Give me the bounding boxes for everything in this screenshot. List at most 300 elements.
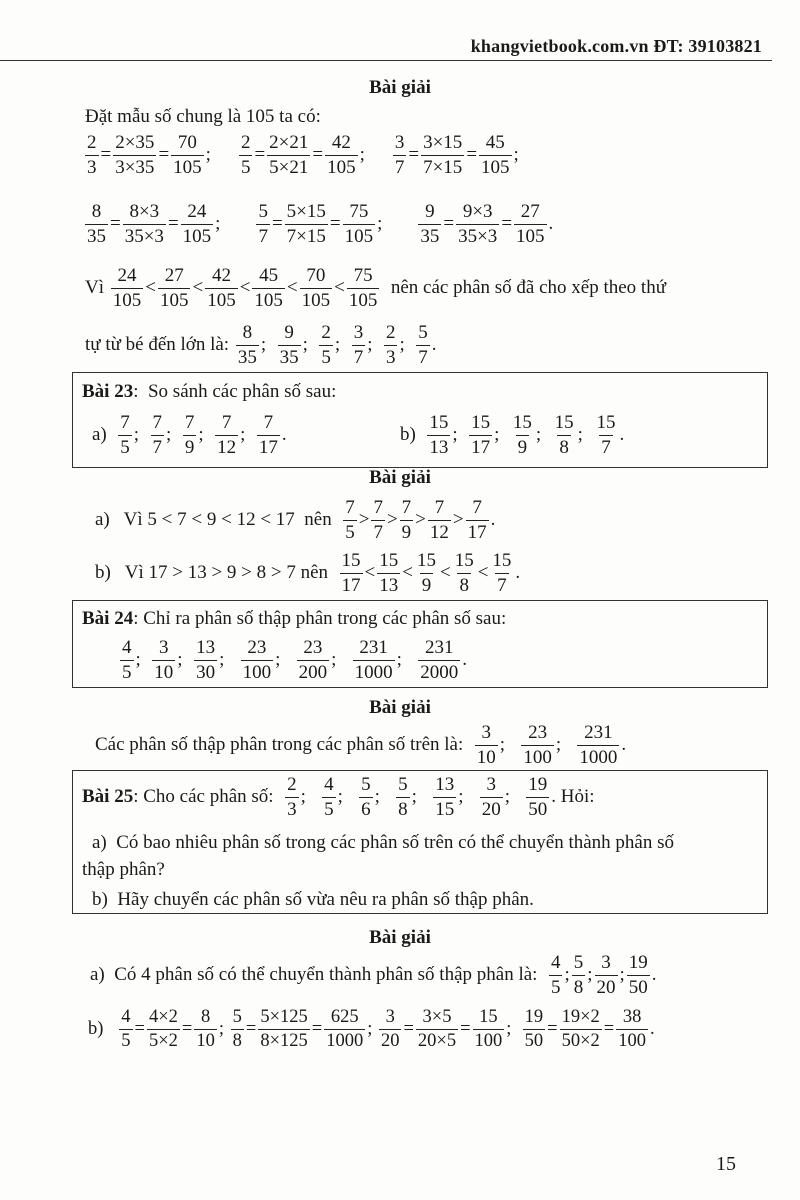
fraction-denominator: 1000 bbox=[326, 1031, 364, 1052]
fraction bbox=[324, 1007, 365, 1053]
fraction-denominator: 105 bbox=[254, 289, 283, 311]
expression-text: ; bbox=[177, 649, 193, 671]
fraction-denominator: 9 bbox=[184, 436, 195, 458]
expression-text: = bbox=[134, 1019, 145, 1040]
expression-text: ; bbox=[499, 734, 520, 756]
fraction-denominator: 50 bbox=[528, 798, 548, 820]
fraction-denominator: 50 bbox=[628, 976, 648, 998]
fraction-numerator: 23 bbox=[247, 637, 267, 658]
fraction-denominator: 105 bbox=[207, 289, 236, 311]
expression-text: ; bbox=[513, 144, 519, 166]
fraction-denominator: 17 bbox=[471, 436, 491, 458]
exercise-24-fractions bbox=[118, 637, 467, 684]
expression-text: > bbox=[386, 509, 398, 531]
fraction-numerator: 2×21 bbox=[269, 132, 309, 153]
expression-group bbox=[85, 265, 666, 312]
expression-group bbox=[400, 412, 624, 459]
fraction-numerator: 23 bbox=[303, 637, 323, 658]
fraction bbox=[171, 132, 204, 179]
fraction-denominator: 5×21 bbox=[269, 156, 309, 178]
expression-group bbox=[118, 637, 467, 684]
expression-text: a) Có 4 phân số có thể chuyển thành phân số thập phân là: bbox=[90, 964, 547, 986]
fraction-denominator: 3 bbox=[385, 346, 396, 368]
exercise-23-title bbox=[82, 381, 336, 403]
solution-23-b bbox=[95, 550, 520, 597]
fraction bbox=[285, 774, 299, 821]
solution-25-b bbox=[88, 1007, 655, 1053]
fraction-denominator: 20×5 bbox=[417, 1031, 457, 1052]
fraction bbox=[511, 412, 534, 459]
fraction-denominator: 5 bbox=[122, 661, 132, 683]
expression-text: . bbox=[462, 649, 467, 671]
fraction-numerator: 7 bbox=[184, 412, 195, 433]
fraction-denominator: 5×2 bbox=[148, 1031, 178, 1052]
fraction bbox=[152, 637, 175, 684]
fraction-numerator: 15 bbox=[512, 412, 532, 433]
fraction-denominator: 105 bbox=[348, 289, 378, 311]
expression-text: ; bbox=[359, 144, 365, 166]
fraction-numerator: 8 bbox=[91, 201, 102, 222]
fraction-numerator: 38 bbox=[622, 1007, 642, 1027]
exercise-25-title bbox=[82, 774, 595, 821]
expression-text: . bbox=[621, 734, 627, 756]
fraction-numerator: 2 bbox=[287, 774, 297, 795]
fraction-numerator: 9×3 bbox=[462, 201, 493, 222]
expression-text: = bbox=[329, 213, 341, 235]
expression-text: = bbox=[547, 1019, 558, 1040]
fraction-denominator: 7 bbox=[258, 225, 268, 247]
expression-text: : Cho các phân số: bbox=[133, 786, 284, 808]
exercise-24-title bbox=[82, 608, 506, 630]
fraction-denominator: 5 bbox=[240, 156, 251, 178]
fraction bbox=[252, 265, 285, 312]
fraction-denominator: 17 bbox=[467, 521, 487, 543]
expression-text: b) bbox=[400, 424, 426, 446]
fraction-numerator: 7 bbox=[152, 412, 163, 433]
fraction bbox=[256, 201, 270, 248]
fraction-numerator: 15 bbox=[492, 550, 512, 571]
fraction-numerator: 4 bbox=[324, 774, 334, 795]
header-site-phone: khangvietbook.com.vn ĐT: 39103821 bbox=[470, 36, 762, 56]
fraction-numerator: 4 bbox=[550, 952, 561, 973]
fraction bbox=[343, 201, 376, 248]
fraction-denominator: 35 bbox=[237, 346, 257, 368]
expression-text: = bbox=[443, 213, 455, 235]
exercise-23-b bbox=[400, 412, 624, 459]
expression-text: ; bbox=[377, 213, 383, 235]
fraction-denominator: 105 bbox=[327, 156, 356, 178]
fraction-numerator: 5×125 bbox=[260, 1007, 308, 1027]
fraction-denominator: 17 bbox=[341, 574, 361, 596]
fraction-numerator: 4×2 bbox=[148, 1007, 178, 1027]
expression-text: < bbox=[286, 277, 298, 299]
fraction-denominator: 5 bbox=[321, 346, 331, 368]
fraction-denominator: 105 bbox=[344, 225, 374, 247]
header-rule bbox=[0, 60, 772, 61]
fraction bbox=[428, 497, 451, 544]
fraction bbox=[416, 322, 430, 369]
expression-text: < bbox=[334, 277, 345, 299]
fraction-numerator: 3×5 bbox=[422, 1007, 452, 1027]
fraction bbox=[384, 322, 398, 369]
fraction bbox=[594, 412, 617, 459]
fraction-denominator: 7×15 bbox=[286, 225, 326, 247]
fraction bbox=[278, 322, 301, 369]
fraction-denominator: 100 bbox=[474, 1031, 503, 1052]
fraction-numerator: 42 bbox=[211, 265, 231, 286]
fraction-denominator: 8 bbox=[573, 976, 584, 998]
expression-text: = bbox=[158, 144, 170, 166]
expression-text: ; bbox=[587, 964, 593, 986]
expression-group bbox=[90, 952, 657, 999]
fraction bbox=[183, 412, 197, 459]
fraction-denominator: 5 bbox=[120, 436, 130, 458]
fraction bbox=[553, 412, 576, 459]
expression-text: = bbox=[460, 1019, 471, 1040]
fraction-numerator: 19 bbox=[628, 952, 648, 973]
fraction-denominator: 9 bbox=[401, 521, 412, 543]
solution-24-line bbox=[95, 722, 626, 769]
expression-text: ; bbox=[396, 649, 417, 671]
fraction bbox=[352, 322, 366, 369]
fraction-numerator: 2 bbox=[321, 322, 331, 343]
fraction bbox=[523, 1007, 546, 1053]
fraction-denominator: 105 bbox=[112, 289, 142, 311]
fraction-denominator: 5 bbox=[121, 1031, 131, 1052]
expression-group bbox=[85, 322, 437, 369]
fraction-denominator: 100 bbox=[618, 1031, 646, 1052]
fraction-numerator: 231 bbox=[359, 637, 388, 658]
expression-group bbox=[133, 774, 594, 821]
fraction bbox=[231, 1007, 244, 1053]
expression-text: ; bbox=[564, 964, 570, 986]
expression-text: . bbox=[515, 562, 521, 584]
fraction bbox=[236, 322, 259, 369]
fraction-numerator: 5 bbox=[232, 1007, 242, 1027]
expression-text: . bbox=[619, 424, 625, 446]
expression-text: = bbox=[110, 213, 121, 235]
exercise-25-a: a) Có bao nhiêu phân số trong các phân số trên có thể chuyển thành phân số bbox=[92, 832, 674, 853]
fraction-numerator: 4 bbox=[122, 637, 132, 658]
fraction-numerator: 2 bbox=[385, 322, 396, 343]
fraction-numerator: 15 bbox=[429, 412, 449, 433]
expression-group bbox=[391, 132, 519, 179]
fraction bbox=[521, 722, 554, 769]
expression-text: ; bbox=[399, 334, 415, 356]
expression-group bbox=[83, 132, 211, 179]
expression-text: ; bbox=[337, 786, 358, 808]
fraction bbox=[267, 132, 310, 179]
fraction-numerator: 7 bbox=[221, 412, 232, 433]
expression-text: b) bbox=[88, 1019, 118, 1040]
fraction bbox=[466, 497, 489, 544]
expression-text: = bbox=[501, 213, 513, 235]
expression-text: < bbox=[439, 562, 451, 584]
fraction-denominator: 35×3 bbox=[124, 225, 164, 247]
expression-text: ; bbox=[219, 649, 239, 671]
fraction-denominator: 8 bbox=[459, 574, 469, 596]
expression-text: = bbox=[312, 144, 324, 166]
fraction-denominator: 7 bbox=[353, 346, 364, 368]
comparison-row bbox=[85, 265, 666, 312]
fraction bbox=[205, 265, 238, 312]
expression-text: < bbox=[364, 562, 376, 584]
solution-title: Bài giải bbox=[369, 697, 431, 718]
fraction-numerator: 8 bbox=[242, 322, 253, 343]
expression-text: = bbox=[311, 1019, 323, 1040]
fraction-denominator: 105 bbox=[301, 289, 331, 311]
fraction-denominator: 7 bbox=[373, 521, 383, 543]
exercise-label: Bài 24 bbox=[82, 608, 134, 629]
exercise-label: Bài 25 bbox=[82, 786, 134, 808]
fraction-numerator: 5×15 bbox=[286, 201, 326, 222]
fraction-denominator: 30 bbox=[196, 661, 216, 683]
fraction bbox=[118, 412, 132, 459]
page-number: 15 bbox=[716, 1153, 736, 1175]
expression-text: ; bbox=[577, 424, 593, 446]
fraction-denominator: 5 bbox=[345, 521, 355, 543]
fraction-numerator: 15 bbox=[341, 550, 361, 571]
fraction-denominator: 1000 bbox=[579, 746, 618, 768]
fraction-numerator: 5 bbox=[418, 322, 428, 343]
fraction-numerator: 231 bbox=[424, 637, 454, 658]
solution-title: Bài giải bbox=[369, 467, 431, 488]
expression-text: ; bbox=[367, 1019, 377, 1040]
fraction bbox=[453, 550, 476, 597]
expression-text: b) Vì 17 > 13 > 9 > 8 > 7 nên bbox=[95, 562, 338, 584]
fraction bbox=[560, 1007, 602, 1053]
expression-text: ; bbox=[504, 786, 525, 808]
fraction-denominator: 8×125 bbox=[260, 1031, 308, 1052]
expression-text: Vì bbox=[85, 277, 109, 299]
expression-group bbox=[254, 201, 382, 248]
fraction-numerator: 15 bbox=[379, 550, 399, 571]
fraction-denominator: 6 bbox=[361, 798, 371, 820]
fraction bbox=[418, 637, 460, 684]
intro-text: Đặt mẫu số chung là 105 ta có: bbox=[85, 106, 321, 127]
expression-text: < bbox=[477, 562, 489, 584]
fraction-denominator: 35 bbox=[87, 225, 106, 247]
fraction bbox=[469, 412, 492, 459]
fraction-numerator: 7 bbox=[401, 497, 412, 518]
fraction-numerator: 2×35 bbox=[115, 132, 155, 153]
expression-text: . Hỏi: bbox=[551, 786, 595, 808]
fraction-numerator: 7 bbox=[120, 412, 130, 433]
expression-text: = bbox=[271, 213, 283, 235]
fraction-numerator: 7 bbox=[345, 497, 355, 518]
fraction bbox=[480, 774, 503, 821]
fraction bbox=[377, 550, 400, 597]
fraction-denominator: 7 bbox=[497, 574, 507, 596]
fraction-numerator: 27 bbox=[520, 201, 540, 222]
fraction-denominator: 105 bbox=[481, 156, 510, 178]
fraction-numerator: 3 bbox=[159, 637, 169, 658]
fraction bbox=[379, 1007, 402, 1053]
fraction bbox=[322, 774, 336, 821]
ordered-row bbox=[85, 322, 437, 369]
fraction-denominator: 20 bbox=[481, 798, 501, 820]
fraction-numerator: 231 bbox=[584, 722, 613, 743]
fraction-numerator: 3 bbox=[353, 322, 364, 343]
fraction-numerator: 5 bbox=[361, 774, 371, 795]
fraction-denominator: 7 bbox=[601, 436, 611, 458]
fraction-numerator: 625 bbox=[330, 1007, 359, 1027]
fraction-numerator: 2 bbox=[240, 132, 251, 153]
fraction bbox=[300, 265, 333, 312]
fraction-numerator: 23 bbox=[528, 722, 548, 743]
fraction-denominator: 12 bbox=[217, 436, 237, 458]
fraction bbox=[111, 265, 144, 312]
fraction bbox=[147, 1007, 180, 1053]
fraction bbox=[343, 497, 357, 544]
expression-text: . bbox=[431, 334, 437, 356]
fraction bbox=[347, 265, 380, 312]
expression-text: = bbox=[466, 144, 478, 166]
expression-text: ; bbox=[135, 649, 151, 671]
fraction-denominator: 50×2 bbox=[561, 1031, 600, 1052]
fraction bbox=[396, 774, 410, 821]
expression-text: ; bbox=[205, 144, 211, 166]
expression-text: = bbox=[181, 1019, 193, 1040]
fraction bbox=[616, 1007, 648, 1053]
fraction bbox=[479, 132, 512, 179]
fraction-numerator: 45 bbox=[259, 265, 279, 286]
expression-group bbox=[95, 722, 626, 769]
fraction-denominator: 7×15 bbox=[423, 156, 463, 178]
fraction bbox=[85, 132, 99, 179]
expression-group bbox=[416, 201, 553, 248]
exercise-prompt: : Chỉ ra phân số thập phân trong các phân số sau: bbox=[133, 608, 507, 629]
fraction-numerator: 7 bbox=[373, 497, 383, 518]
expression-text: a) bbox=[92, 424, 117, 446]
fraction bbox=[400, 497, 414, 544]
fraction-denominator: 3 bbox=[287, 798, 297, 820]
fraction-numerator: 3 bbox=[481, 722, 492, 743]
fraction-numerator: 70 bbox=[306, 265, 326, 286]
fraction-denominator: 35×3 bbox=[458, 225, 498, 247]
expression-group bbox=[237, 132, 365, 179]
fraction-numerator: 24 bbox=[187, 201, 207, 222]
expression-text: ; bbox=[506, 1019, 521, 1040]
exercise-25-b: b) Hãy chuyển các phân số vừa nêu ra phân số thập phân. bbox=[92, 889, 534, 910]
fraction bbox=[473, 1007, 505, 1053]
fraction-numerator: 75 bbox=[353, 265, 373, 286]
fraction-denominator: 8 bbox=[559, 436, 569, 458]
expression-text: . bbox=[649, 1019, 655, 1040]
fraction-numerator: 5 bbox=[398, 774, 408, 795]
expression-text: ; bbox=[260, 334, 276, 356]
fraction-denominator: 35 bbox=[420, 225, 440, 247]
fraction-denominator: 10 bbox=[154, 661, 174, 683]
fraction-numerator: 9 bbox=[425, 201, 435, 222]
fraction bbox=[285, 201, 328, 248]
fraction bbox=[194, 1007, 217, 1053]
expression-text: ; bbox=[215, 213, 221, 235]
fraction-denominator: 10 bbox=[196, 1031, 215, 1052]
expression-group bbox=[88, 1007, 655, 1053]
fraction bbox=[158, 265, 191, 312]
expression-text: . bbox=[490, 509, 496, 531]
fraction-denominator: 105 bbox=[516, 225, 545, 247]
fraction bbox=[595, 952, 618, 999]
fraction bbox=[325, 132, 358, 179]
fraction-denominator: 13 bbox=[429, 436, 449, 458]
fraction-numerator: 45 bbox=[485, 132, 505, 153]
expression-text: Các phân số thập phân trong các phân số trên là: bbox=[95, 734, 473, 756]
expression-text: ; bbox=[367, 334, 382, 356]
expression-text: ; bbox=[198, 424, 214, 446]
fraction bbox=[194, 637, 217, 684]
fraction bbox=[113, 132, 156, 179]
expression-text: ; bbox=[218, 1019, 229, 1040]
fraction bbox=[353, 637, 395, 684]
fraction-denominator: 105 bbox=[182, 225, 212, 247]
fraction-denominator: 15 bbox=[435, 798, 455, 820]
fraction bbox=[359, 774, 373, 821]
equation-row bbox=[83, 132, 519, 179]
expression-text: ; bbox=[555, 734, 576, 756]
fraction-denominator: 105 bbox=[173, 156, 202, 178]
fraction bbox=[123, 201, 166, 248]
fraction-denominator: 10 bbox=[476, 746, 496, 768]
fraction bbox=[433, 774, 456, 821]
expression-group bbox=[95, 550, 520, 597]
fraction-denominator: 7 bbox=[152, 436, 163, 458]
fraction-numerator: 70 bbox=[177, 132, 197, 153]
expression-text: < bbox=[402, 562, 413, 584]
fraction bbox=[258, 1007, 309, 1053]
expression-text: ; bbox=[133, 424, 149, 446]
fraction-numerator: 3 bbox=[394, 132, 405, 153]
fraction-numerator: 13 bbox=[435, 774, 455, 795]
equation-row bbox=[83, 201, 553, 248]
fraction-denominator: 20 bbox=[596, 976, 616, 998]
fraction-denominator: 12 bbox=[429, 521, 449, 543]
fraction bbox=[257, 412, 280, 459]
expression-text: = bbox=[408, 144, 420, 166]
fraction bbox=[371, 497, 385, 544]
fraction-denominator: 100 bbox=[523, 746, 552, 768]
fraction bbox=[526, 774, 549, 821]
expression-text: < bbox=[192, 277, 204, 299]
fraction bbox=[456, 201, 499, 248]
fraction bbox=[393, 132, 407, 179]
expression-text: > bbox=[415, 509, 426, 531]
fraction-numerator: 7 bbox=[263, 412, 274, 433]
expression-text: ; bbox=[452, 424, 468, 446]
expression-text: ; bbox=[619, 964, 625, 986]
expression-text: = bbox=[254, 144, 266, 166]
fraction-numerator: 13 bbox=[196, 637, 216, 658]
fraction bbox=[490, 550, 513, 597]
fraction-denominator: 35 bbox=[279, 346, 299, 368]
fraction-denominator: 8 bbox=[398, 798, 408, 820]
fraction-denominator: 9 bbox=[421, 574, 432, 596]
fraction-numerator: 15 bbox=[596, 412, 616, 433]
fraction bbox=[340, 550, 363, 597]
fraction bbox=[427, 412, 450, 459]
expression-text: . bbox=[281, 424, 287, 446]
expression-text: ; bbox=[494, 424, 509, 446]
exercise-prompt: : So sánh các phân số sau: bbox=[133, 381, 337, 402]
fraction bbox=[119, 1007, 132, 1053]
exercise-prompt bbox=[133, 774, 594, 821]
fraction-numerator: 15 bbox=[471, 412, 491, 433]
fraction-numerator: 3 bbox=[601, 952, 611, 973]
expression-text: a) Vì 5 < 7 < 9 < 12 < 17 nên bbox=[95, 509, 342, 531]
expression-text: ; bbox=[331, 649, 351, 671]
expression-text: = bbox=[100, 144, 112, 166]
